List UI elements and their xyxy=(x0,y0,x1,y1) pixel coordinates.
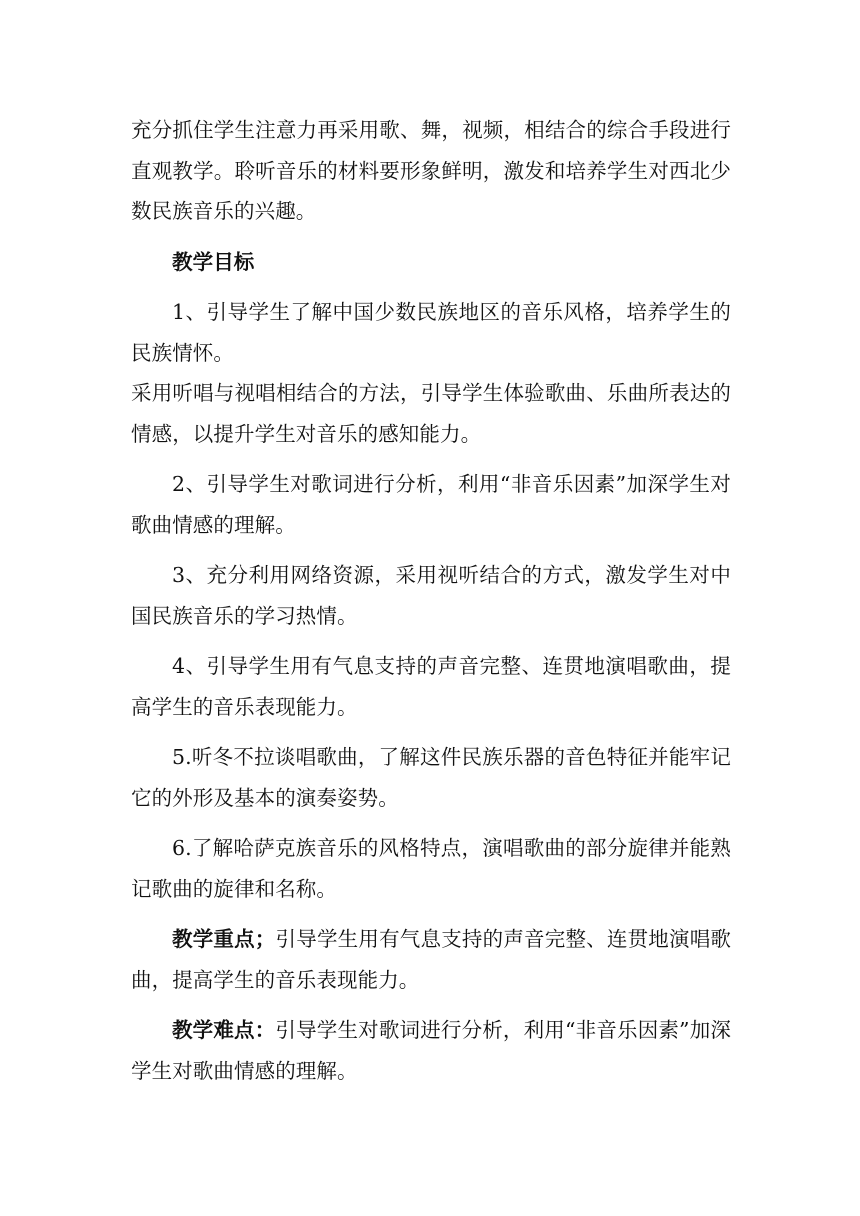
objective-4-paragraph: 4、引导学生用有气息支持的声音完整、连贯地演唱歌曲，提高学生的音乐表现能力。 xyxy=(131,654,731,719)
key-point-text: 引导学生用有气息支持的声音完整、连贯地演唱歌曲，提高学生的音乐表现能力。 xyxy=(131,927,732,992)
objectives-heading: 教学目标 xyxy=(172,249,255,274)
objective-3-paragraph: 3、充分利用网络资源，采用视听结合的方式，激发学生对中国民族音乐的学习热情。 xyxy=(131,563,731,628)
objective-5-paragraph: 5.听冬不拉谈唱歌曲，了解这件民族乐器的音色特征并能牢记它的外形及基本的演奏姿势。 xyxy=(131,745,731,810)
difficulty-paragraph xyxy=(131,1010,731,1091)
method-paragraph: 采用听唱与视唱相结合的方法，引导学生体验歌曲、乐曲所表达的情感，以提升学生对音乐的感知能力。 xyxy=(131,381,731,446)
document-body xyxy=(131,110,731,1091)
objective-1-paragraph: 1、引导学生了解中国少数民族地区的音乐风格，培养学生的民族情怀。 xyxy=(131,300,731,365)
objective-6-paragraph: 6.了解哈萨克族音乐的风格特点，演唱歌曲的部分旋律并能熟记歌曲的旋律和名称。 xyxy=(131,836,731,901)
key-point-paragraph xyxy=(131,919,731,1000)
objective-2-paragraph: 2、引导学生对歌词进行分析，利用“非音乐因素”加深学生对歌曲情感的理解。 xyxy=(131,472,731,537)
intro-paragraph: 充分抓住学生注意力再采用歌、舞，视频，相结合的综合手段进行直观教学。聆听音乐的材料要形象鲜明，激发和培养学生对西北少数民族音乐的兴趣。 xyxy=(131,118,731,223)
difficulty-label: 教学难点： xyxy=(172,1018,276,1042)
difficulty-text: 引导学生对歌词进行分析，利用“非音乐因素”加深学生对歌曲情感的理解。 xyxy=(131,1018,732,1083)
key-point-label: 教学重点； xyxy=(172,927,276,951)
